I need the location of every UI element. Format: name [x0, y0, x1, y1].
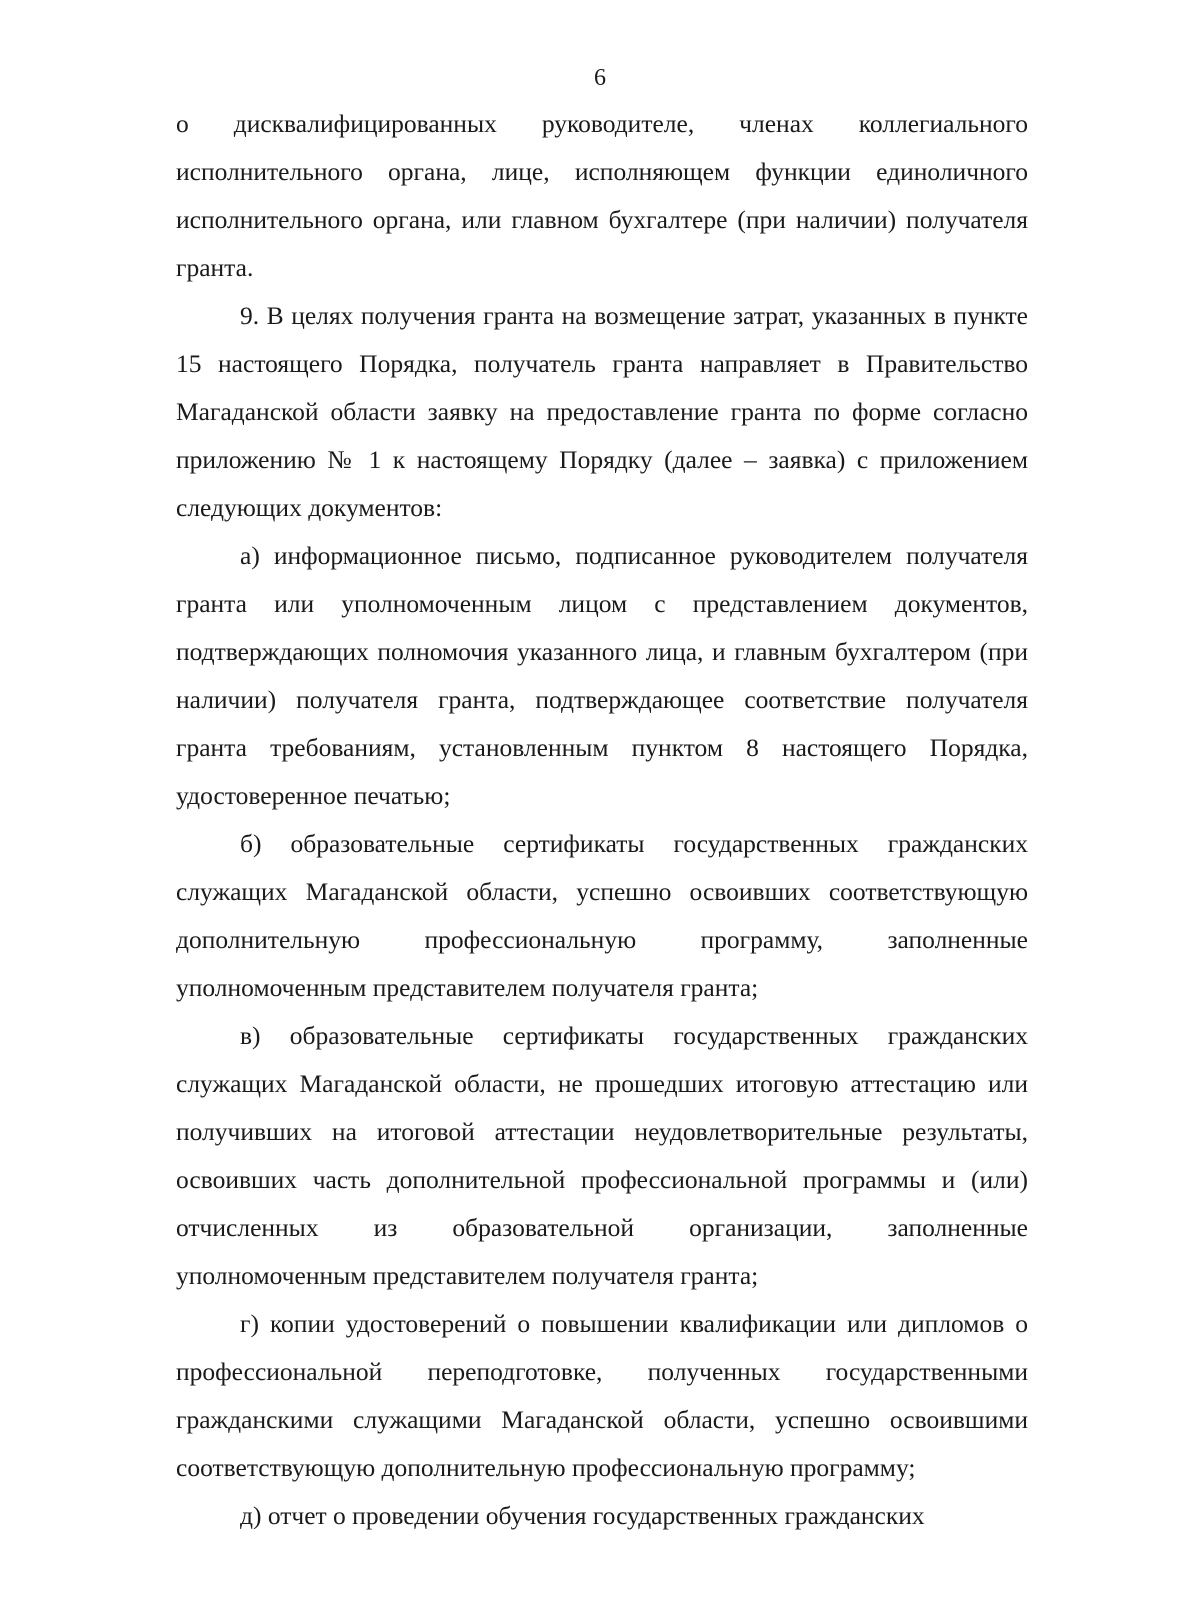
- paragraph-item-g: г) копии удостоверений о повышении квалификации или дипломов о профессиональной переподготовке, полученных государственными гражданскими служащими Магаданской области, успешно освоившими соответствующую дополнительную профессиональную программу;: [176, 1309, 1028, 1482]
- paragraph-item-d: д) отчет о проведении обучения государственных гражданских: [240, 1501, 925, 1530]
- paragraph-item-v: в) образовательные сертификаты государственных гражданских служащих Магаданской области, не прошедших итоговую аттестацию или получивших на итоговой аттестации неудовлетворительные результаты, освоивших часть дополнительной профессиональной программы и (или) отчисленных из образовательной организации, заполненные уполномоченным представителем получателя гранта;: [176, 1021, 1028, 1290]
- paragraph-item-b: б) образовательные сертификаты государственных гражданских служащих Магаданской области, успешно освоивших соответствующую дополнительную профессиональную программу, заполненные уполномоченным представителем получателя гранта;: [176, 829, 1028, 1002]
- paragraph-item-9: 9. В целях получения гранта на возмещение затрат, указанных в пункте 15 настоящего Порядка, получатель гранта направляет в Правительство Магаданской области заявку на предоставление гранта по форме согласно приложению № 1 к настоящему Порядку (далее – заявка) с приложением следующих документов:: [176, 301, 1028, 522]
- paragraph-continuation: о дисквалифицированных руководителе, членах коллегиального исполнительного органа, лице, исполняющем функции единоличного исполнительного органа, или главном бухгалтере (при наличии) получателя гранта.: [176, 109, 1028, 282]
- paragraph-item-a: а) информационное письмо, подписанное руководителем получателя гранта или уполномоченным лицом с представлением документов, подтверждающих полномочия указанного лица, и главным бухгалтером (при наличии) получателя гранта, подтверждающее соответствие получателя гранта требованиям, установленным пунктом 8 настоящего Порядка, удостоверенное печатью;: [176, 541, 1028, 810]
- document-body: [176, 100, 1028, 1540]
- page-number: 6: [594, 65, 606, 91]
